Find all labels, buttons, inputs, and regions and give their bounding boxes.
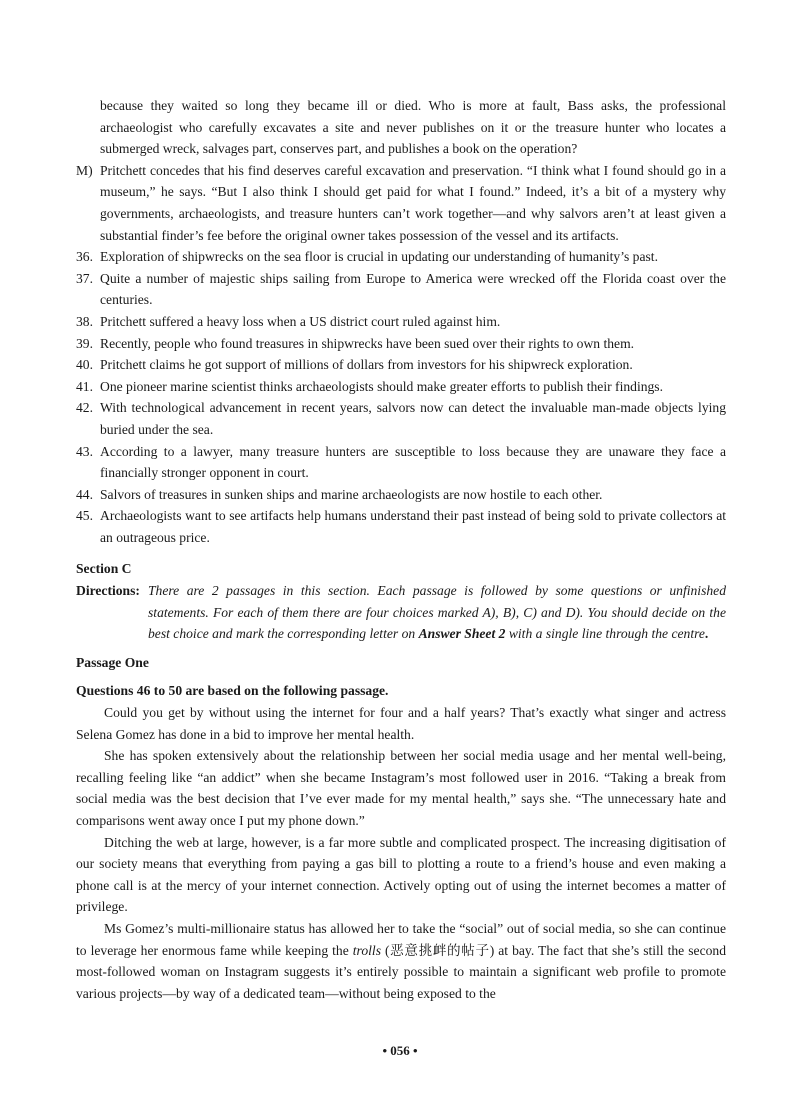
statement-number: 43. bbox=[76, 443, 93, 459]
questions-heading: Questions 46 to 50 are based on the following passage. bbox=[76, 683, 389, 699]
statement-number: 37. bbox=[76, 270, 93, 286]
statement-text: Exploration of shipwrecks on the sea floor is crucial in updating our understanding of humanity’s past. bbox=[100, 249, 658, 265]
statement-text: Pritchett claims he got support of millions of dollars from investors for his shipwreck exploration. bbox=[100, 357, 633, 373]
statement-number: 45. bbox=[76, 508, 93, 524]
statement-41 bbox=[76, 376, 726, 398]
directions-text-1: There are 2 passages in this section. Each passage is followed by some questions or unfinished statements. For each of them there are four choices marked A), B), C) and D). You should decide on the best choice and mark the corresponding letter on bbox=[148, 583, 726, 642]
statement-number: 41. bbox=[76, 378, 93, 394]
section-c-directions bbox=[76, 580, 726, 645]
paragraph-4-end: at bay. The fact that she’s still the second most-followed woman on Instagram suggests it’s entirely possible to maintain a significant web profile to promote various projects—by way of a dedicated team—without being exposed to the bbox=[76, 942, 726, 1001]
paragraph-m bbox=[76, 160, 726, 246]
page-number: • 056 • bbox=[382, 1043, 418, 1058]
statement-45 bbox=[76, 505, 726, 548]
statement-text: One pioneer marine scientist thinks archaeologists should make greater efforts to publish their findings. bbox=[100, 378, 663, 394]
statement-39 bbox=[76, 333, 726, 355]
statement-text: Salvors of treasures in sunken ships and marine archaeologists are now hostile to each other. bbox=[100, 486, 603, 502]
statement-44 bbox=[76, 484, 726, 506]
page-content bbox=[76, 95, 726, 1004]
paragraph-m-label: M) bbox=[76, 162, 93, 178]
statement-number: 42. bbox=[76, 400, 93, 416]
statement-43 bbox=[76, 441, 726, 484]
trolls-term: trolls bbox=[352, 942, 381, 958]
statement-36 bbox=[76, 246, 726, 268]
directions-text-2: with a single line through the centre bbox=[505, 626, 705, 642]
directions-end: . bbox=[704, 626, 709, 642]
statement-text: According to a lawyer, many treasure hunters are susceptible to loss because they are unaware they face a financially stronger opponent in court. bbox=[100, 443, 726, 481]
paragraph-4-start: Ms Gomez’s multi-millionaire status has allowed her to take the “social” out of social media, so she can continue to leverage her enormous fame while keeping the bbox=[76, 920, 726, 958]
statement-number: 38. bbox=[76, 313, 93, 329]
statement-number: 36. bbox=[76, 249, 93, 265]
statement-37 bbox=[76, 268, 726, 311]
passage-one-heading: Passage One bbox=[76, 654, 149, 670]
passage-paragraph-2: She has spoken extensively about the relationship between her social media usage and her mental well-being, recalling feeling like “an addict” when she became Instagram’s most followed user in 2016. “Taking a break from social media was the best decision that I’ve ever made for my mental health,” says she. “The unnecessary hate and comparisons went away once I put my phone down.” bbox=[76, 748, 726, 828]
directions-label: Directions: bbox=[76, 583, 140, 599]
passage-paragraph-4 bbox=[76, 918, 726, 1004]
trolls-gloss: (恶意挑衅的帖子) bbox=[380, 942, 495, 958]
statement-text: Pritchett suffered a heavy loss when a US district court ruled against him. bbox=[100, 313, 501, 329]
statement-42 bbox=[76, 397, 726, 440]
statement-40 bbox=[76, 354, 726, 376]
paragraph-l-continuation: because they waited so long they became ill or died. Who is more at fault, Bass asks, the professional archaeologist who carefully excavates a site and never publishes on it or the treasure hunter who locates a submerged wreck, salvages part, conserves part, and publishes a book on the operation? bbox=[100, 98, 726, 157]
statement-number: 40. bbox=[76, 357, 93, 373]
statement-list bbox=[76, 246, 726, 548]
passage-paragraph-3: Ditching the web at large, however, is a far more subtle and complicated prospect. The increasing digitisation of our society means that everything from paying a gas bill to plotting a route to a friend’s house and even making a phone call is at the mercy of your internet connection. Actively opting out of using the internet becomes a matter of privilege. bbox=[76, 834, 726, 915]
statement-number: 39. bbox=[76, 335, 93, 351]
statement-text: Recently, people who found treasures in shipwrecks have been sued over their rights to own them. bbox=[100, 335, 635, 351]
statement-text: With technological advancement in recent years, salvors now can detect the invaluable man-made objects lying buried under the sea. bbox=[100, 400, 726, 437]
section-c-heading: Section C bbox=[76, 561, 132, 577]
statement-38 bbox=[76, 311, 726, 333]
statement-number: 44. bbox=[76, 486, 93, 502]
passage-paragraph-1: Could you get by without using the internet for four and a half years? That’s exactly what singer and actress Selena Gomez has done in a bid to improve her mental health. bbox=[76, 705, 726, 742]
statement-text: Quite a number of majestic ships sailing from Europe to America were wrecked off the Florida coast over the centuries. bbox=[100, 270, 726, 308]
answer-sheet-ref: Answer Sheet 2 bbox=[418, 626, 506, 642]
paragraph-m-text: Pritchett concedes that his find deserves careful excavation and preservation. “I think what I found should go in a museum,” he says. “But I also think I should get paid for what I found.” Indeed, it’s a bit of a mystery why governments, archaeologists, and treasure hunters can’t work together—and why salvors aren’t at least given a substantial finder’s fee before the original owner takes possession of the vessel and its artifacts. bbox=[100, 162, 726, 243]
statement-text: Archaeologists want to see artifacts help humans understand their past instead of being sold to private collectors at an outrageous price. bbox=[100, 508, 726, 545]
